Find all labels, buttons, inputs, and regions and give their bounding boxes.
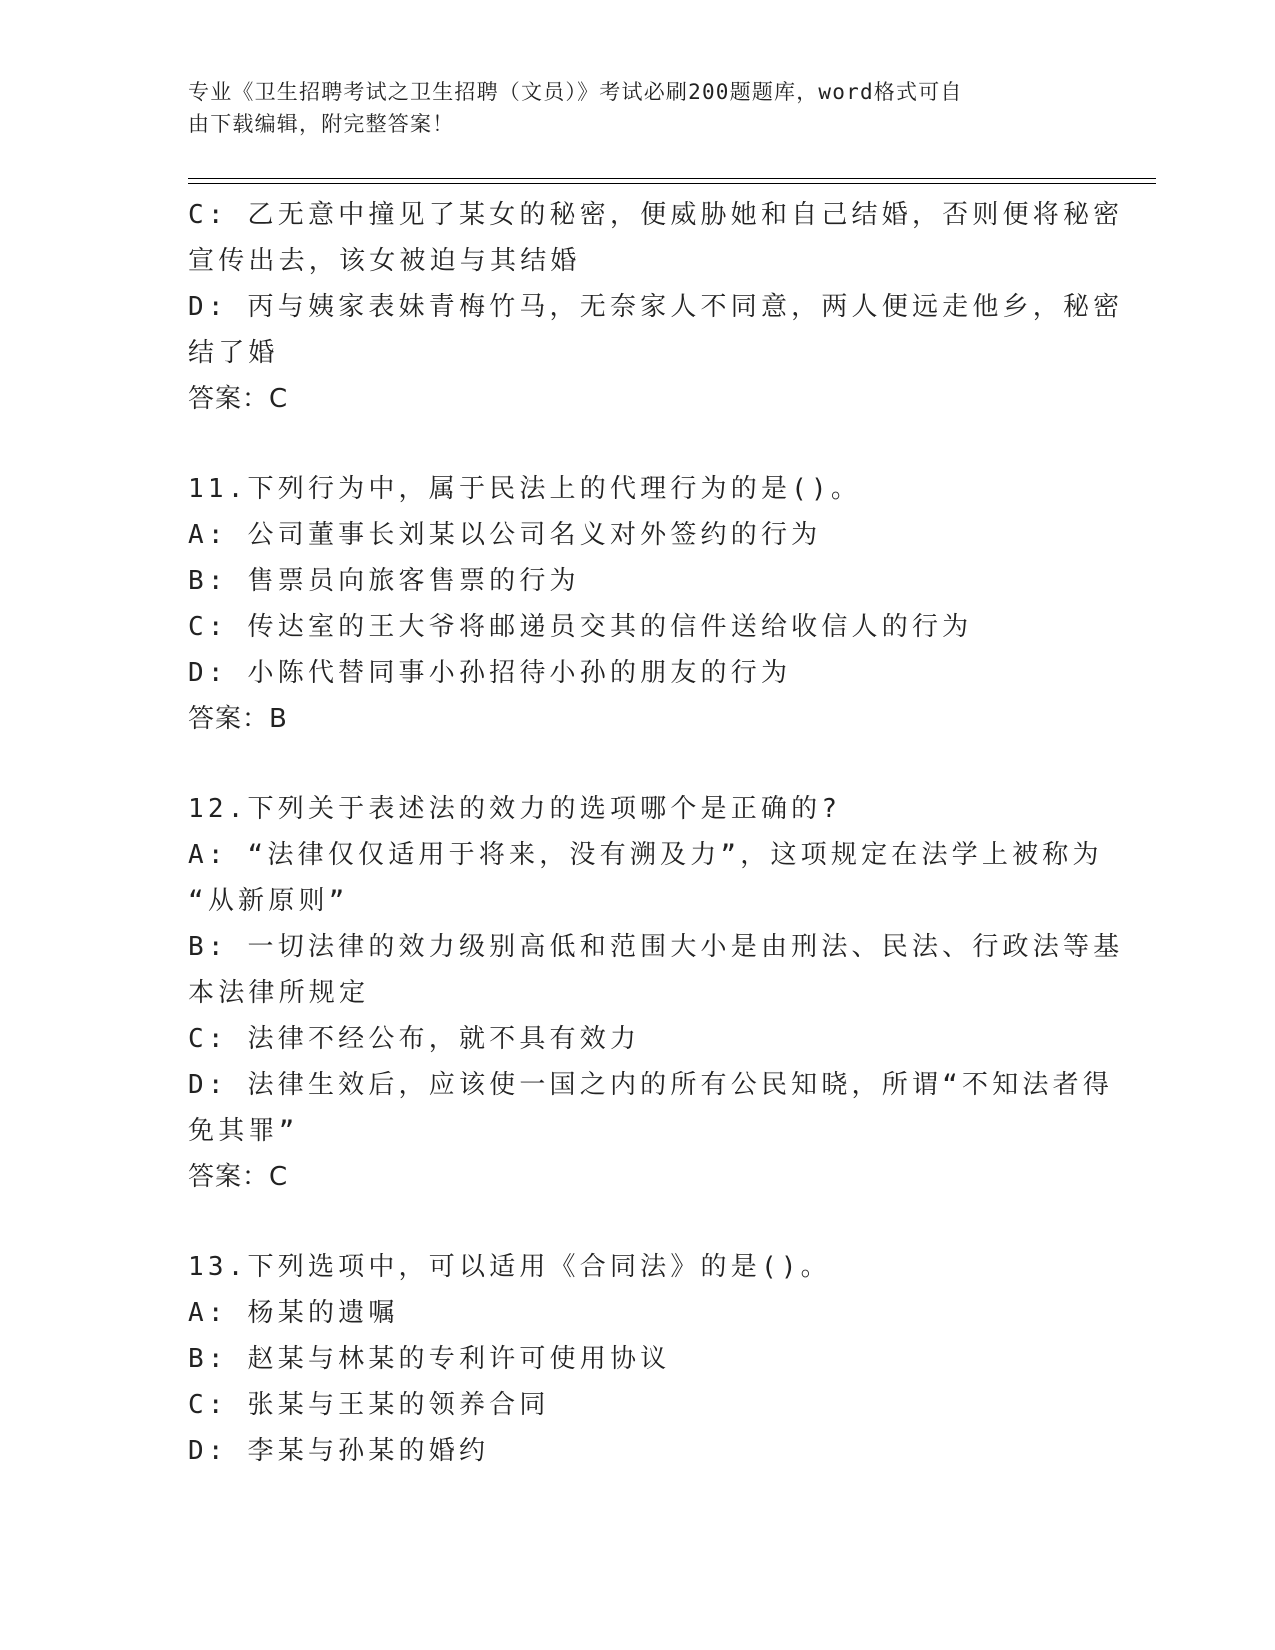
option-d-line-1: D: 法律生效后，应该使一国之内的所有公民知晓，所谓“不知法者得 — [188, 1070, 1114, 1100]
option-a-line-1: A: “法律仅仅适用于将来，没有溯及力”，这项规定在法学上被称为 — [188, 840, 1103, 870]
header-line-1: 专业《卫生招聘考试之卫生招聘（文员）》考试必刷200题题库，word格式可自 — [188, 80, 963, 104]
spacer — [188, 742, 1088, 786]
option-b-line-2: 本法律所规定 — [188, 978, 370, 1008]
option-d: D: 李某与孙某的婚约 — [188, 1436, 490, 1466]
header-line-2: 由下载编辑，附完整答案！ — [188, 112, 455, 136]
option-c: C: 法律不经公布，就不具有效力 — [188, 1024, 641, 1054]
option-d-line-2: 结了婚 — [188, 338, 279, 368]
option-c: C: 传达室的王大爷将邮递员交其的信件送给收信人的行为 — [188, 612, 973, 642]
question-10-continued — [188, 192, 1124, 422]
question-11 — [188, 466, 1088, 742]
option-c: C: 张某与王某的领养合同 — [188, 1390, 550, 1420]
option-d-line-2: 免其罪” — [188, 1116, 299, 1146]
spacer — [188, 422, 1088, 466]
header-divider-bottom — [188, 183, 1156, 184]
option-a-line-2: “从新原则” — [188, 886, 349, 916]
option-b: B: 赵某与林某的专利许可使用协议 — [188, 1344, 671, 1374]
question-stem: 11.下列行为中，属于民法上的代理行为的是()。 — [188, 474, 862, 504]
question-13 — [188, 1244, 1088, 1474]
spacer — [188, 1200, 1088, 1244]
question-stem: 12.下列关于表述法的效力的选项哪个是正确的? — [188, 794, 842, 824]
question-stem: 13.下列选项中，可以适用《合同法》的是()。 — [188, 1252, 831, 1282]
option-c-line-2: 宣传出去，该女被迫与其结婚 — [188, 246, 581, 276]
document-header — [188, 76, 1068, 140]
option-d-line-1: D: 丙与姨家表妹青梅竹马，无奈家人不同意，两人便远走他乡，秘密 — [188, 292, 1124, 322]
option-b-line-1: B: 一切法律的效力级别高低和范围大小是由刑法、民法、行政法等基 — [188, 932, 1124, 962]
question-12 — [188, 786, 1124, 1200]
option-b: B: 售票员向旅客售票的行为 — [188, 566, 580, 596]
answer-label: 答案：C — [188, 1162, 289, 1192]
option-d: D: 小陈代替同事小孙招待小孙的朋友的行为 — [188, 658, 792, 688]
answer-label: 答案：B — [188, 704, 288, 734]
option-a: A: 公司董事长刘某以公司名义对外签约的行为 — [188, 520, 822, 550]
question-list — [188, 192, 1124, 1474]
option-c-line-1: C: 乙无意中撞见了某女的秘密，便威胁她和自己结婚，否则便将秘密 — [188, 200, 1124, 230]
answer-label: 答案：C — [188, 384, 289, 414]
option-a: A: 杨某的遗嘱 — [188, 1298, 399, 1328]
header-divider-top — [188, 178, 1156, 179]
